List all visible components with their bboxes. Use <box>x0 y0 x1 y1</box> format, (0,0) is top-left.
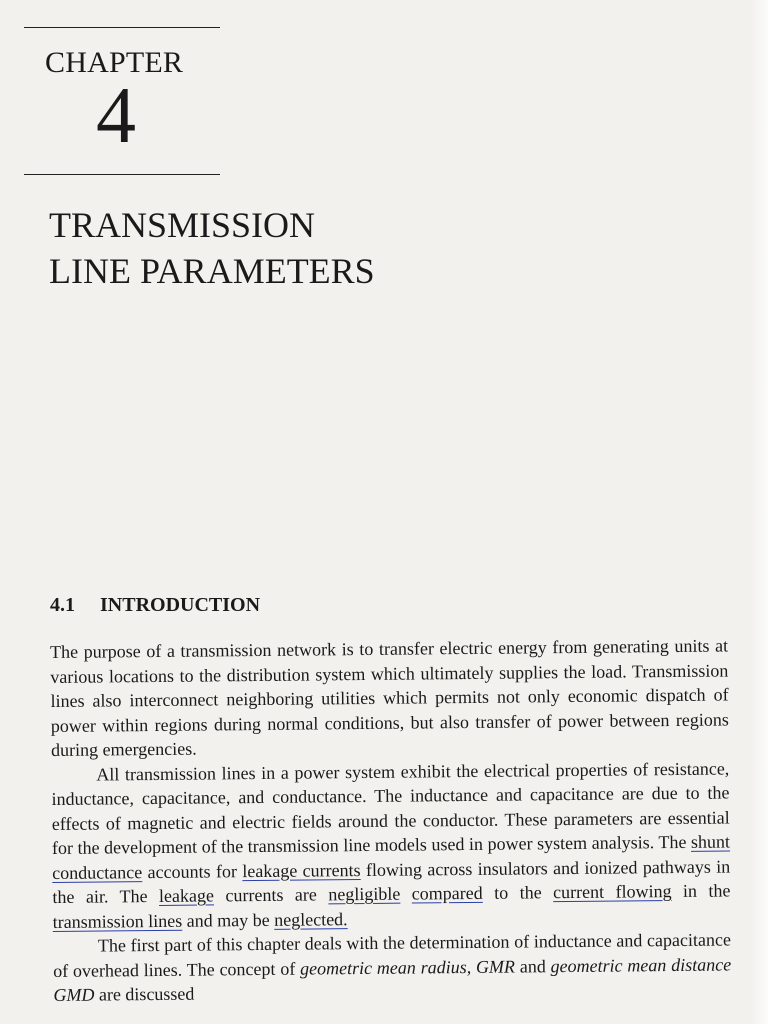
underlined-phrase: compared <box>411 882 483 904</box>
paragraph-2-text: All transmission lines in a power system exhibit the electrical properties of resistance, inductance, capacitance, and conductance. The inductance and capacitance are due to the effects of magnetic and electric fields around the conductor. These parameters are essential for the development of the transmission line models used in power system analysis. The <box>51 757 730 858</box>
section-number: 4.1 <box>50 594 75 616</box>
chapter-label: CHAPTER <box>45 46 184 79</box>
top-rule <box>24 27 220 28</box>
body-text <box>50 633 731 1007</box>
section-title: INTRODUCTION <box>100 594 261 616</box>
underlined-phrase: current flowing <box>553 881 672 903</box>
section-heading <box>50 594 260 617</box>
underlined-phrase: shunt conductance <box>52 831 731 883</box>
chapter-number: 4 <box>96 72 136 160</box>
paragraph-2-text: to the <box>482 882 554 903</box>
paragraph-2 <box>51 756 731 934</box>
paragraph-2-text: currents are <box>213 884 329 906</box>
paragraph-2-text: accounts for <box>142 860 243 882</box>
paragraph-2-text: and may be <box>182 909 275 931</box>
emphasized-term: geometric mean distance GMD <box>53 953 732 1005</box>
chapter-title-line-1: TRANSMISSION <box>49 205 316 245</box>
emphasized-term: geometric mean radius, GMR <box>299 956 516 979</box>
paragraph-2-text <box>400 884 412 904</box>
page-edge <box>750 0 768 1024</box>
underlined-phrase: negligible <box>328 883 401 905</box>
paragraph-3 <box>53 927 732 1007</box>
underlined-phrase: leakage currents <box>242 859 361 881</box>
paragraph-3-text: The first part of this chapter deals with the determination of inductance and capacitance of overhead lines. The concept of <box>53 929 732 981</box>
chapter-title-line-2: LINE PARAMETERS <box>49 251 375 291</box>
bottom-rule <box>24 174 220 175</box>
paragraph-2-text: flowing across insulators and ionized pathways in the air. The <box>52 855 731 907</box>
chapter-title <box>49 202 449 294</box>
paragraph-1: The purpose of a transmission network is to transfer electric energy from generating units at various locations to the distribution system which ultimately supplies the load. Transmission lines also interconnect neighboring utilities which permits not only economic dispatch of power within regions during normal conditions, but also transfer of power between regions during emergencies. <box>50 635 729 760</box>
paragraph-3-text: are discussed <box>94 983 195 1005</box>
paragraph-2-text: in the <box>671 880 731 902</box>
paragraph-3-text: and <box>514 955 551 977</box>
underlined-phrase: transmission lines <box>52 910 183 932</box>
underlined-phrase: leakage <box>158 885 215 906</box>
underlined-phrase: neglected. <box>274 908 348 930</box>
